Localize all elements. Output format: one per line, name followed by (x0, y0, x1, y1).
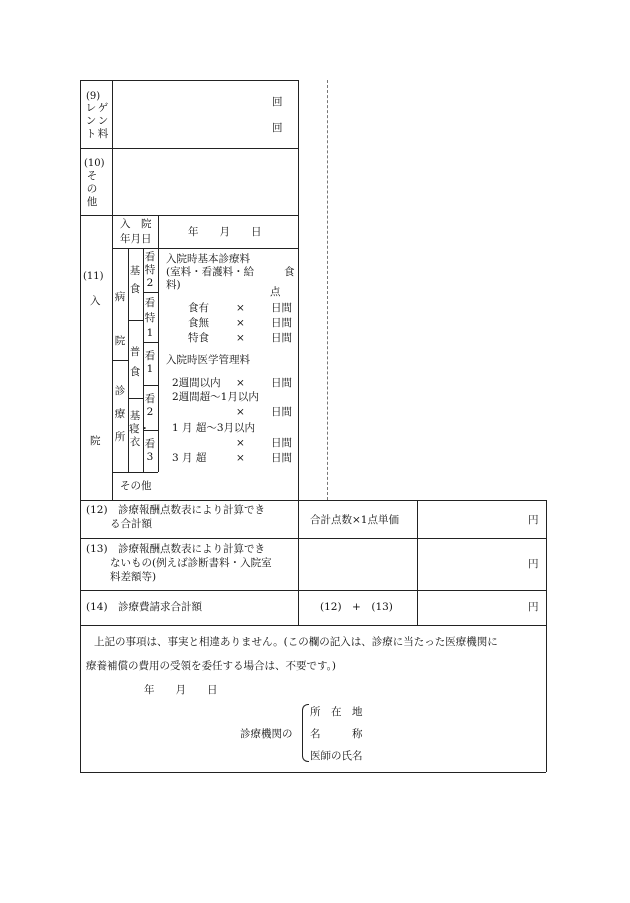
frame-left (80, 80, 81, 772)
clinic-label: 診療所 (114, 385, 126, 443)
mgmt-row-x: × (236, 377, 245, 389)
mgmt-row-x: × (236, 437, 245, 449)
row11-bottom (80, 500, 546, 501)
meal-row-label: 食無 (188, 317, 209, 329)
basic-fee-ten: 点 (270, 286, 281, 298)
row9-unit2: 回 (272, 122, 283, 134)
row12-label-2: る合計額 (110, 518, 152, 530)
calc-col-left (298, 500, 299, 625)
kihonshoku-divider (128, 320, 143, 321)
row13-label-3: 料差額等) (110, 571, 157, 583)
row12-calc: 合計点数×1点単価 (310, 514, 399, 526)
row12-bottom (80, 538, 546, 539)
mgmt-row-x: × (236, 452, 245, 464)
row10-label: その他 (86, 170, 98, 208)
row10-divider (112, 148, 113, 215)
admission-date-bottom (112, 248, 298, 249)
row9-label-col2: ゲン料 (97, 102, 109, 140)
mgmt-row-unit: 日間 (271, 452, 292, 464)
kan-divider1 (143, 292, 158, 293)
frame-right-lower (546, 500, 547, 772)
medical-mgmt-title: 入院時医学管理料 (166, 354, 250, 366)
institution-address: 所 在 地 (310, 706, 363, 718)
kan-col-divider (158, 248, 159, 472)
kan-divider3 (143, 385, 158, 386)
row10-number: (10) (84, 158, 105, 169)
kan-divider2 (143, 342, 158, 343)
meal-row-unit: 日間 (271, 317, 292, 329)
statement-line2: 療養補償の費用の受領を委任する場合は、不要です。) (86, 660, 337, 672)
futsushoku-divider (128, 398, 143, 399)
basic-fee-shoku: 食 (284, 266, 295, 278)
admission-date-label2: 年月日 (120, 233, 152, 245)
kan-tokutoku2: 看特2 (144, 251, 156, 289)
kihonshoku-label: 基食 (129, 265, 141, 295)
mgmt-row-label: 3 月 超 (172, 452, 207, 464)
row13-bottom (80, 590, 546, 591)
other-label: その他 (120, 480, 152, 492)
row12-label-1: (12) 診療報酬点数表により計算でき (86, 504, 266, 516)
row11-left-divider (112, 215, 113, 500)
row11-label-bottom: 院 (90, 435, 101, 447)
meal-row-x: × (236, 332, 245, 344)
meal-row-unit: 日間 (271, 332, 292, 344)
mgmt-row-label: 2週間以内 (172, 377, 221, 389)
meal-row-x: × (236, 317, 245, 329)
kan-3: 看3 (144, 438, 156, 463)
meal-row-unit: 日間 (271, 302, 292, 314)
meal-row-label: 食有 (188, 302, 209, 314)
basic-fee-sub2: 料) (166, 279, 181, 291)
kan-toku1: 看特1 (144, 297, 156, 339)
row12-yen: 円 (528, 514, 539, 526)
basic-fee-sub: (室料・看護料・給 (166, 266, 255, 278)
row13-yen: 円 (528, 558, 539, 570)
mgmt-row-label: 2週間超～1月以内 (172, 391, 259, 403)
institution-label: 診療機関の (240, 728, 293, 740)
row13-label-1: (13) 診療報酬点数表により計算でき (86, 543, 266, 555)
row9-label-col1: レント (85, 102, 97, 140)
row14-calc: (12) + (13) (320, 601, 393, 613)
row11-number: (11) (83, 271, 104, 282)
row9-unit1: 回 (272, 96, 283, 108)
mgmt-row-unit: 日間 (271, 377, 292, 389)
basic-fee-title: 入院時基本診療料 (166, 253, 250, 265)
row14-yen: 円 (528, 601, 539, 613)
futsushoku-label: 普食 (129, 346, 141, 378)
admission-date-divider (158, 215, 159, 248)
dashed-divider (327, 80, 328, 500)
row14-label: (14) 診療費請求合計額 (86, 601, 203, 613)
mgmt-row-label: 1 月 超～3月以内 (172, 422, 256, 434)
kishin-label: 基寝・衣 (129, 410, 150, 448)
row9-divider (112, 80, 113, 148)
other-divider (112, 472, 158, 473)
frame-bottom (80, 772, 546, 773)
medical-fee-form (80, 80, 546, 772)
institution-doctor: 医師の氏名 (310, 750, 363, 762)
frame-right-upper (298, 80, 299, 500)
row9-number: (9) (86, 91, 101, 102)
meal-row-label: 特食 (188, 332, 209, 344)
statement-line1: 上記の事項は、事実と相違ありません。(この欄の記入は、診療に当たった医療機関に (94, 636, 498, 648)
meal-row-x: × (236, 302, 245, 314)
hospital-label: 病院 (114, 291, 126, 347)
row11-label-top: 入 (90, 295, 101, 307)
institution-name: 名 称 (310, 728, 363, 740)
admission-date-label1: 入 院 (120, 218, 152, 230)
row14-bottom (80, 625, 546, 626)
admission-date-format: 年 月 日 (188, 226, 262, 238)
kan-2: 看2 (144, 393, 156, 418)
row13-label-2: ないもの(例えば診断書料・入院室 (110, 557, 272, 569)
mgmt-row-unit: 日間 (271, 406, 292, 418)
mgmt-row-x: × (236, 406, 245, 418)
mgmt-row-unit: 日間 (271, 437, 292, 449)
footer-date: 年 月 日 (144, 684, 218, 696)
kan-1: 看1 (144, 350, 156, 375)
calc-col-right (417, 500, 418, 625)
institution-brace (302, 704, 309, 762)
